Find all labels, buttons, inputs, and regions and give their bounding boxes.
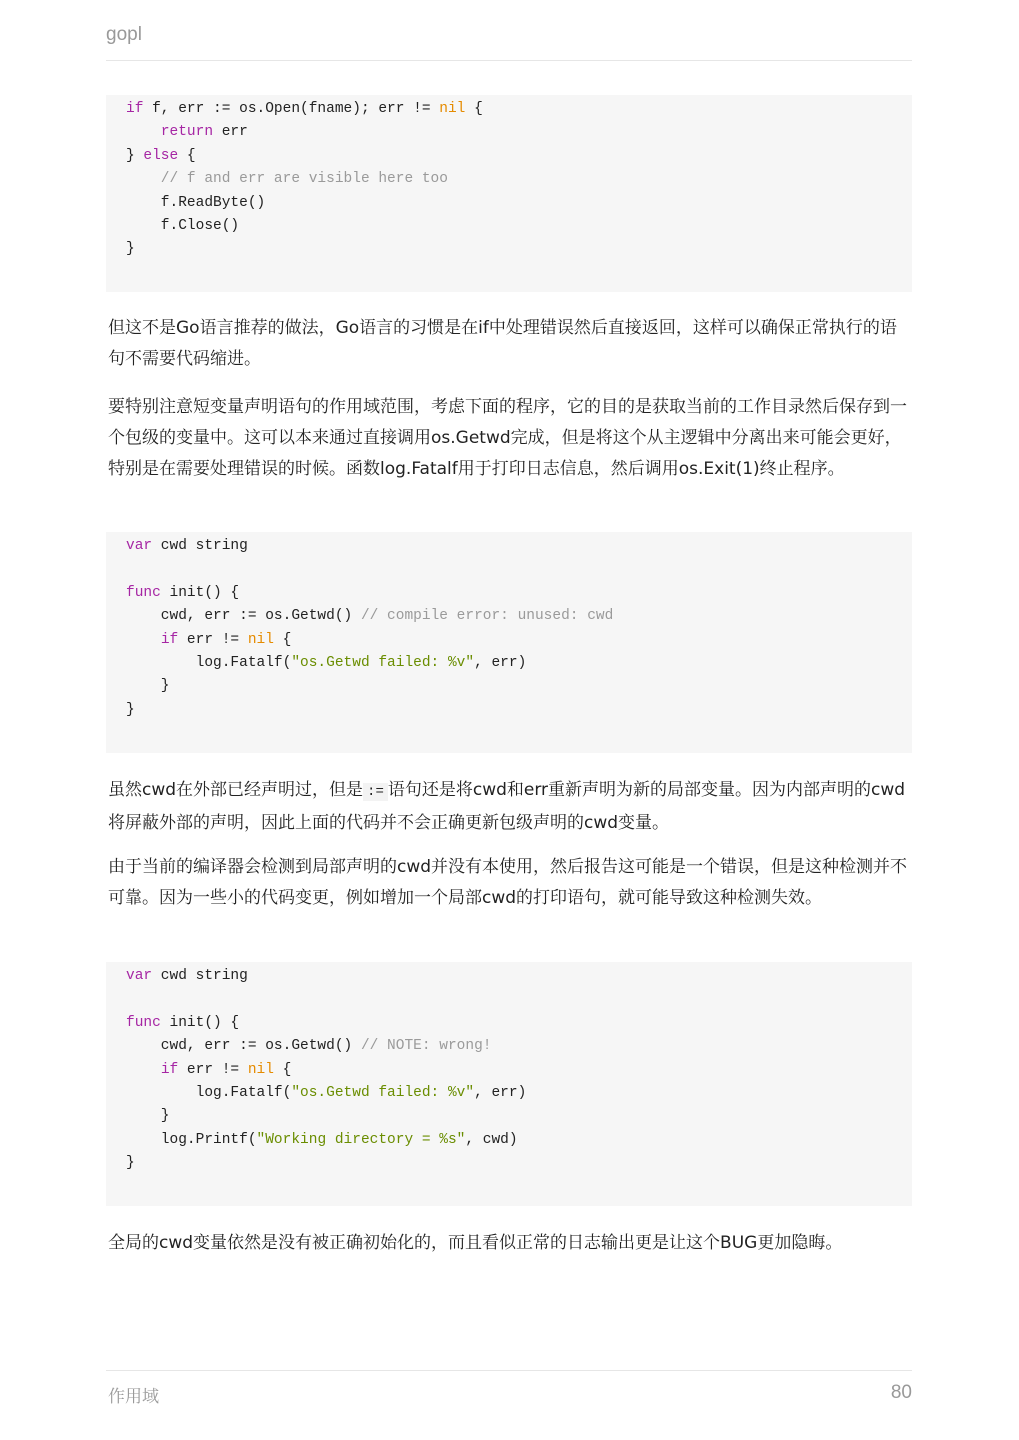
code-token: , err) (474, 655, 527, 671)
code-token: { (273, 1061, 292, 1078)
paragraph-unused-detection: 由于当前的编译器会检测到局部声明的cwd并没有本使用，然后报告这可能是一个错误，但是这种检测并不可靠。因为一些小的代码变更，例如增加一个局部cwd的打印语句，就可能导致这种检测失效。 (108, 857, 908, 908)
code-line (126, 1152, 135, 1175)
paragraph-bug-hidden: 全局的cwd变量依然是没有被正确初始化的，而且看似正常的日志输出更是让这个BUG更加隐晦。 (108, 1233, 843, 1253)
code-token: err (213, 124, 248, 141)
code-token: else (143, 147, 179, 164)
code-line (126, 1059, 291, 1082)
code-token: { (178, 147, 196, 164)
code-token (126, 1062, 161, 1078)
code-line (126, 629, 291, 652)
code-token: err != (178, 1061, 248, 1078)
footer-divider (106, 1370, 912, 1371)
code-token: "os.Getwd failed: %v" (291, 655, 475, 671)
paragraph-shadowing-before: 虽然cwd在外部已经声明过，但是 (108, 780, 364, 800)
code-token: } (126, 147, 144, 164)
code-token: { (465, 101, 483, 117)
code-token: // compile error: unused: cwd (360, 608, 614, 625)
code-line (126, 582, 239, 605)
code-token: { (273, 631, 292, 648)
code-token: cwd, err := os.Getwd() (126, 1038, 361, 1055)
code-token: , err) (474, 1085, 527, 1101)
code-token: } (126, 701, 135, 718)
code-line (126, 675, 170, 698)
code-token: if (126, 101, 144, 117)
code-token: log.Printf( (126, 1131, 257, 1148)
code-token: func (126, 1014, 161, 1031)
code-token: f.Close() (126, 218, 240, 234)
paragraph-shadowing-after: 语句还是将cwd和err重新声明为新的局部变量。因为内部声明的cwd将屏蔽外部的声明，因此上面的代码并不会正确更新包级声明的cwd变量。 (108, 780, 906, 833)
code-token: init() { (160, 1014, 240, 1031)
code-token: func (126, 584, 161, 601)
code-token (126, 124, 161, 140)
code-token: cwd, err := os.Getwd() (126, 608, 361, 625)
paragraph-short-var-scope: 要特别注意短变量声明语句的作用域范围，考虑下面的程序，它的目的是获取当前的工作目录然后保存到一个包级的变量中。这可以本来通过直接调用os.Getwd完成，但是将这个从主逻辑中分离出来可能会更好，特别是在需要处理错误的时候。函数log.Fatalf用于打印日志信息，然后调用os.Exit(1)终止程序。 (108, 397, 907, 479)
code-token: cwd string (152, 968, 248, 984)
code-line (126, 1082, 526, 1105)
code-line (126, 535, 248, 558)
section-title: 作用域 (108, 1387, 159, 1407)
code-line (126, 238, 135, 261)
code-token: var (126, 968, 153, 984)
code-line (126, 1105, 170, 1128)
code-token: // f and err are visible here too (126, 171, 448, 188)
code-token: cwd string (152, 538, 248, 554)
code-token: , cwd) (465, 1131, 518, 1148)
code-token: nil (247, 631, 274, 648)
code-token: "os.Getwd failed: %v" (291, 1085, 475, 1101)
code-token: nil (247, 1061, 274, 1078)
code-line (126, 1035, 491, 1058)
code-line (126, 192, 265, 215)
paragraph-shadowing (108, 775, 908, 839)
code-token: f.ReadByte() (126, 194, 266, 211)
code-block-wrong (106, 962, 912, 1206)
code-line (126, 699, 135, 722)
code-line (126, 168, 448, 191)
code-line (126, 652, 526, 675)
code-block-if-else (106, 95, 912, 292)
code-token: } (126, 241, 135, 258)
code-token: err != (178, 631, 248, 648)
code-token: nil (439, 101, 466, 117)
code-token: f, err := os.Open(fname); err != (143, 101, 440, 117)
code-token: var (126, 538, 153, 554)
code-token: return (160, 124, 214, 141)
code-block-compile-error (106, 532, 912, 753)
code-token (126, 632, 161, 648)
header-divider (106, 60, 912, 61)
code-line (126, 965, 248, 988)
code-token: if (160, 631, 179, 648)
code-token: log.Fatalf( (126, 655, 292, 671)
code-line (126, 98, 483, 121)
code-token: // NOTE: wrong! (360, 1038, 492, 1055)
page-number: 80 (890, 1382, 912, 1403)
code-token: "Working directory = %s" (256, 1131, 466, 1148)
code-token: if (160, 1061, 179, 1078)
paragraph-go-idiom: 但这不是Go语言推荐的做法，Go语言的习惯是在if中处理错误然后直接返回，这样可以确保正常执行的语句不需要代码缩进。 (108, 318, 897, 369)
code-line (126, 121, 248, 144)
code-token: } (126, 678, 170, 695)
code-line (126, 145, 196, 168)
code-token: } (126, 1155, 135, 1172)
code-line (126, 1012, 239, 1035)
inline-code-short-assign: := (363, 783, 388, 801)
code-token: log.Fatalf( (126, 1085, 292, 1101)
code-line (126, 215, 239, 238)
code-token: init() { (160, 584, 240, 601)
code-line (126, 1129, 518, 1152)
book-title: gopl (106, 24, 142, 45)
code-line (126, 605, 613, 628)
code-token: } (126, 1108, 170, 1125)
